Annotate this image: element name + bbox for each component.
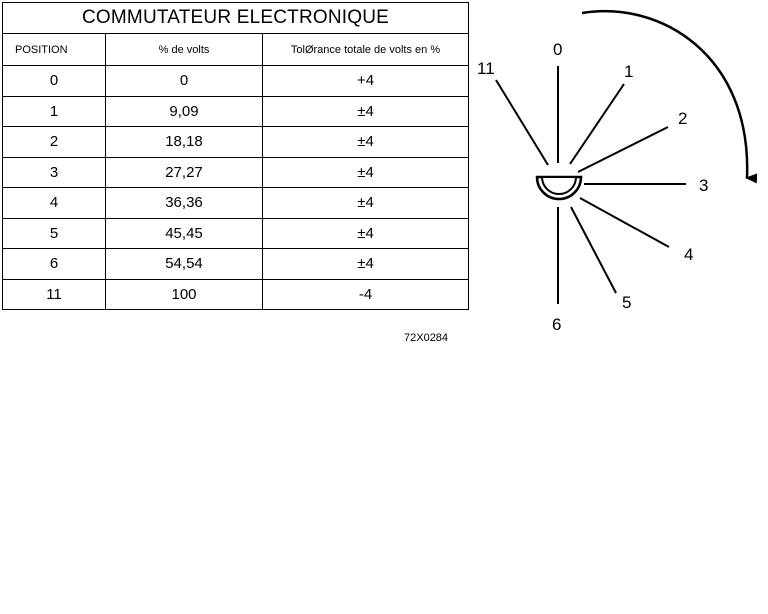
cell-volts: 27,27 (106, 157, 263, 188)
column-header-tolerance: TolØrance totale de volts en % (263, 34, 469, 66)
cell-position: 11 (3, 279, 106, 310)
label-position-2: 2 (678, 109, 688, 128)
cell-tolerance: ±4 (263, 127, 469, 158)
label-position-1: 1 (624, 62, 634, 81)
cell-tolerance: ±4 (263, 249, 469, 280)
cell-tolerance: ±4 (263, 188, 469, 219)
cell-position: 4 (3, 188, 106, 219)
label-position-0: 0 (553, 40, 563, 59)
cell-volts: 100 (106, 279, 263, 310)
label-position-4: 4 (684, 245, 694, 264)
cell-position: 2 (3, 127, 106, 158)
cell-volts: 0 (106, 66, 263, 97)
switch-knob (537, 177, 581, 199)
table-row (3, 218, 469, 249)
label-position-11: 11 (477, 59, 495, 78)
table-row (3, 66, 469, 97)
line-position-5 (571, 207, 616, 293)
line-position-11 (496, 80, 548, 165)
table-row (3, 96, 469, 127)
table-row (3, 249, 469, 280)
table-row (3, 157, 469, 188)
column-header-position: POSITION (3, 34, 106, 66)
rotation-arrow (582, 11, 747, 178)
cell-position: 6 (3, 249, 106, 280)
cell-tolerance: ±4 (263, 157, 469, 188)
cell-position: 3 (3, 157, 106, 188)
table-row (3, 279, 469, 310)
cell-position: 5 (3, 218, 106, 249)
cell-position: 1 (3, 96, 106, 127)
label-position-3: 3 (699, 176, 709, 195)
cell-volts: 45,45 (106, 218, 263, 249)
cell-tolerance: ±4 (263, 96, 469, 127)
cell-volts: 9,09 (106, 96, 263, 127)
cell-volts: 54,54 (106, 249, 263, 280)
switch-table (2, 2, 468, 310)
switch-position-diagram (470, 0, 768, 350)
cell-volts: 18,18 (106, 127, 263, 158)
table-row (3, 127, 469, 158)
cell-tolerance: +4 (263, 66, 469, 97)
table-row (3, 188, 469, 219)
figure-reference: 72X0284 (404, 332, 449, 344)
cell-position: 0 (3, 66, 106, 97)
table-title: COMMUTATEUR ELECTRONIQUE (3, 3, 469, 34)
cell-volts: 36,36 (106, 188, 263, 219)
cell-tolerance: -4 (263, 279, 469, 310)
label-position-5: 5 (622, 293, 632, 312)
cell-tolerance: ±4 (263, 218, 469, 249)
column-header-volts-percent: % de volts (106, 34, 263, 66)
label-position-6: 6 (552, 315, 562, 334)
values-table (2, 2, 469, 310)
line-position-4 (580, 198, 669, 247)
